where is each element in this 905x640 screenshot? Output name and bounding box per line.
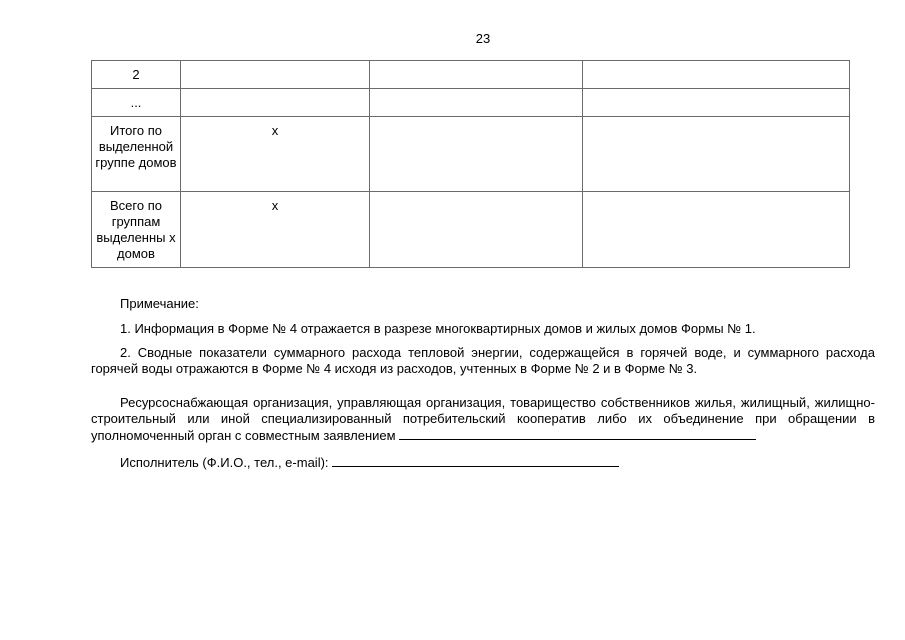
table-cell bbox=[181, 61, 370, 89]
table-cell-index: 2 bbox=[92, 61, 181, 89]
table-row bbox=[92, 89, 850, 117]
table-cell bbox=[370, 192, 583, 268]
page-number: 23 bbox=[475, 31, 491, 46]
table-cell-index: ... bbox=[92, 89, 181, 117]
organization-text: Ресурсоснабжающая организация, управляющая организация, товарищество собственников жилья, жилищный, жилищно-строительный или иной специализированный потребительский кооператив либо их объединение при обращении в уполномоченный орган с совместным заявлением bbox=[91, 395, 875, 443]
table-cell bbox=[583, 117, 850, 192]
organization-signature-line bbox=[399, 427, 756, 440]
table-cell-label: Всего по группам выделенны х домов bbox=[92, 192, 181, 268]
organization-paragraph bbox=[91, 395, 875, 444]
table-cell bbox=[370, 117, 583, 192]
note-2: 2. Сводные показатели суммарного расхода тепловой энергии, содержащейся в горячей воде, и суммарного расхода горячей воды отражаются в Форме № 4 исходя из расходов, учтенных в Форме № 2 и в Форме № 3. bbox=[91, 345, 875, 376]
executor-signature-line bbox=[332, 454, 619, 467]
executor-label: Исполнитель (Ф.И.О., тел., e-mail): bbox=[120, 455, 329, 470]
executor-paragraph bbox=[91, 454, 875, 471]
table-row bbox=[92, 61, 850, 89]
table-cell bbox=[583, 89, 850, 117]
table-cell bbox=[583, 192, 850, 268]
note-1: 1. Информация в Форме № 4 отражается в разрезе многоквартирных домов и жилых домов Формы № 1. bbox=[120, 321, 756, 336]
table-cell bbox=[370, 61, 583, 89]
table-cell-label: Итого по выделенной группе домов bbox=[92, 117, 181, 192]
data-table bbox=[91, 60, 850, 268]
table-cell bbox=[181, 89, 370, 117]
notes-title: Примечание: bbox=[120, 296, 199, 311]
table-cell: х bbox=[181, 192, 370, 268]
table-cell bbox=[370, 89, 583, 117]
table-row-group-total bbox=[92, 117, 850, 192]
table-cell bbox=[583, 61, 850, 89]
notes-section bbox=[91, 296, 875, 471]
table-row-grand-total bbox=[92, 192, 850, 268]
table-cell: х bbox=[181, 117, 370, 192]
